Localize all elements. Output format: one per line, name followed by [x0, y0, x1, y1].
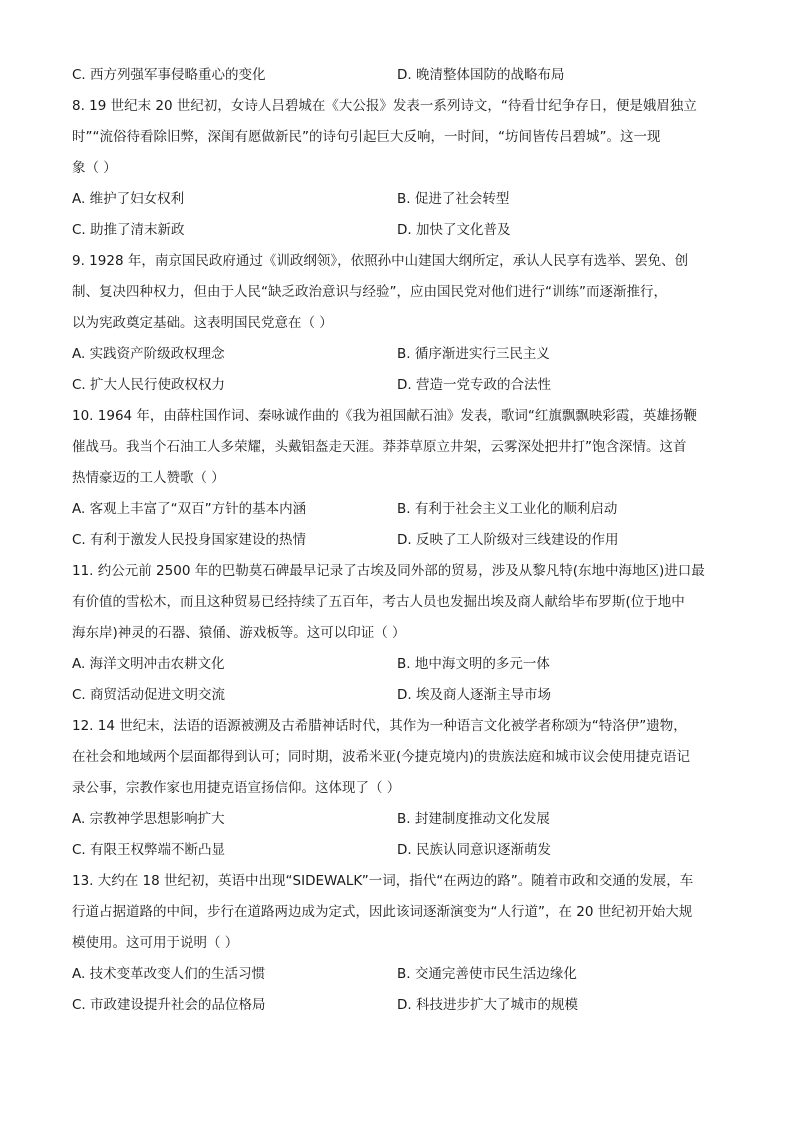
question-9-stem-line: 制、复决四种权力，但由于人民“缺乏政治意识与经验”，应由国民党对他们进行“训练”而逐渐推行， — [72, 284, 667, 300]
question-9-option-a[interactable]: A. 实践资产阶级政权理念 — [72, 346, 225, 362]
question-13-option-c[interactable]: C. 市政建设提升社会的品位格局 — [72, 997, 266, 1013]
question-11-option-c[interactable]: C. 商贸活动促进文明交流 — [72, 687, 226, 703]
question-8-stem-line: 象（ ） — [72, 160, 117, 176]
question-11-stem-line: 有价值的雪松木，而且这种贸易已经持续了五百年，考古人员也发掘出埃及商人献给毕布罗斯(位于地中 — [72, 594, 685, 610]
question-12-option-b[interactable]: B. 封建制度推动文化发展 — [397, 811, 550, 827]
question-11-stem-line: 11. 约公元前 2500 年的巴勒莫石碑最早记录了古埃及同外部的贸易，涉及从黎凡特(东地中海地区)进口最 — [72, 563, 705, 579]
question-12-stem-line: 12. 14 世纪末，法语的语源被溯及古希腊神话时代，其作为一种语言文化被学者称颂为“特洛伊”遗物， — [72, 718, 687, 734]
question-12 — [72, 711, 722, 866]
exam-page — [72, 60, 722, 1021]
question-10-options-row — [72, 525, 722, 556]
question-12-stem-line: 在社会和地域两个层面都得到认可；同时期，波希米亚(今捷克境内)的贵族法庭和城市议会使用捷克语记 — [72, 749, 691, 765]
question-13-stem-line: 模使用。这可用于说明（ ） — [72, 935, 239, 951]
question-12-options-row — [72, 804, 722, 835]
question-8 — [72, 91, 722, 246]
question-8-options-row — [72, 184, 722, 215]
question-10-option-a[interactable]: A. 客观上丰富了“双百”方针的基本内涵 — [72, 501, 307, 517]
question-12-option-c[interactable]: C. 有限王权弊端不断凸显 — [72, 842, 226, 858]
question-8-option-d[interactable]: D. 加快了文化普及 — [397, 222, 511, 238]
question-13-stem-line: 行道占据道路的中间，步行在道路两边成为定式，因此该词逐渐演变为“人行道”，在 20 世纪初开始大规 — [72, 904, 693, 920]
question-9-options-row — [72, 339, 722, 370]
question-9-options-row — [72, 370, 722, 401]
question-10-option-c[interactable]: C. 有利于激发人民投身国家建设的热情 — [72, 532, 307, 548]
question-10-stem-line: 10. 1964 年，由薛柱国作词、秦咏诚作曲的《我为祖国献石油》发表，歌词“红旗飘飘映彩霞，英雄扬鞭 — [72, 408, 697, 424]
question-12-option-a[interactable]: A. 宗教神学思想影响扩大 — [72, 811, 225, 827]
question-9-option-c[interactable]: C. 扩大人民行使政权权力 — [72, 377, 226, 393]
question-10-option-b[interactable]: B. 有利于社会主义工业化的顺利启动 — [397, 501, 618, 517]
question-12-stem-line: 录公事，宗教作家也用捷克语宣扬信仰。这体现了（ ） — [72, 780, 401, 796]
question-8-option-b[interactable]: B. 促进了社会转型 — [397, 191, 510, 207]
question-11-options-row — [72, 680, 722, 711]
question-8-options-row — [72, 215, 722, 246]
question-11-stem-line: 海东岸)神灵的石器、猿俑、游戏板等。这可以印证（ ） — [72, 625, 406, 641]
question-11-options-row — [72, 649, 722, 680]
question-10-options-row — [72, 494, 722, 525]
question-13-option-a[interactable]: A. 技术变革改变人们的生活习惯 — [72, 966, 266, 982]
question-9-stem-line: 以为宪政奠定基础。这表明国民党意在（ ） — [72, 315, 333, 331]
question-13 — [72, 866, 722, 1021]
question-11-option-d[interactable]: D. 埃及商人逐渐主导市场 — [397, 687, 551, 703]
question-13-option-b[interactable]: B. 交通完善使市民生活边缘化 — [397, 966, 577, 982]
question-10 — [72, 401, 722, 556]
question-8-option-a[interactable]: A. 维护了妇女权利 — [72, 191, 185, 207]
question-9-option-b[interactable]: B. 循序渐进实行三民主义 — [397, 346, 550, 362]
question-13-stem-line: 13. 大约在 18 世纪初，英语中出现“SIDEWALK”一词，指代“在两边的路”。随着市政和交通的发展，车 — [72, 873, 694, 889]
q7-options-row — [72, 60, 722, 91]
question-13-options-row — [72, 990, 722, 1021]
question-9-stem-line: 9. 1928 年，南京国民政府通过《训政纲领》，依照孙中山建国大纲所定，承认人民享有选举、罢免、创 — [72, 253, 689, 269]
q7-option-c[interactable]: C. 西方列强军事侵略重心的变化 — [72, 67, 266, 83]
question-8-option-c[interactable]: C. 助推了清末新政 — [72, 222, 185, 238]
question-11 — [72, 556, 722, 711]
question-10-option-d[interactable]: D. 反映了工人阶级对三线建设的作用 — [397, 532, 619, 548]
question-13-options-row — [72, 959, 722, 990]
question-12-options-row — [72, 835, 722, 866]
question-9 — [72, 246, 722, 401]
question-12-option-d[interactable]: D. 民族认同意识逐渐萌发 — [397, 842, 551, 858]
question-10-stem-line: 热情豪迈的工人赞歌（ ） — [72, 470, 225, 486]
question-10-stem-line: 催战马。我当个石油工人多荣耀，头戴铝盔走天涯。莽莽草原立井架，云雾深处把井打”饱含深情。这首 — [72, 439, 687, 455]
question-8-stem-line: 8. 19 世纪末 20 世纪初，女诗人吕碧城在《大公报》发表一系列诗文，“待看廿纪争存日，便是娥眉独立 — [72, 98, 697, 114]
question-11-option-a[interactable]: A. 海洋文明冲击农耕文化 — [72, 656, 225, 672]
question-9-option-d[interactable]: D. 营造一党专政的合法性 — [397, 377, 551, 393]
question-11-option-b[interactable]: B. 地中海文明的多元一体 — [397, 656, 550, 672]
q7-option-d[interactable]: D. 晚清整体国防的战略布局 — [397, 67, 565, 83]
question-8-stem-line: 时”“流俗待看除旧弊，深闺有愿做新民”的诗句引起巨大反响，一时间，“坊间皆传吕碧城”。这一现 — [72, 129, 661, 145]
question-13-option-d[interactable]: D. 科技进步扩大了城市的规模 — [397, 997, 578, 1013]
